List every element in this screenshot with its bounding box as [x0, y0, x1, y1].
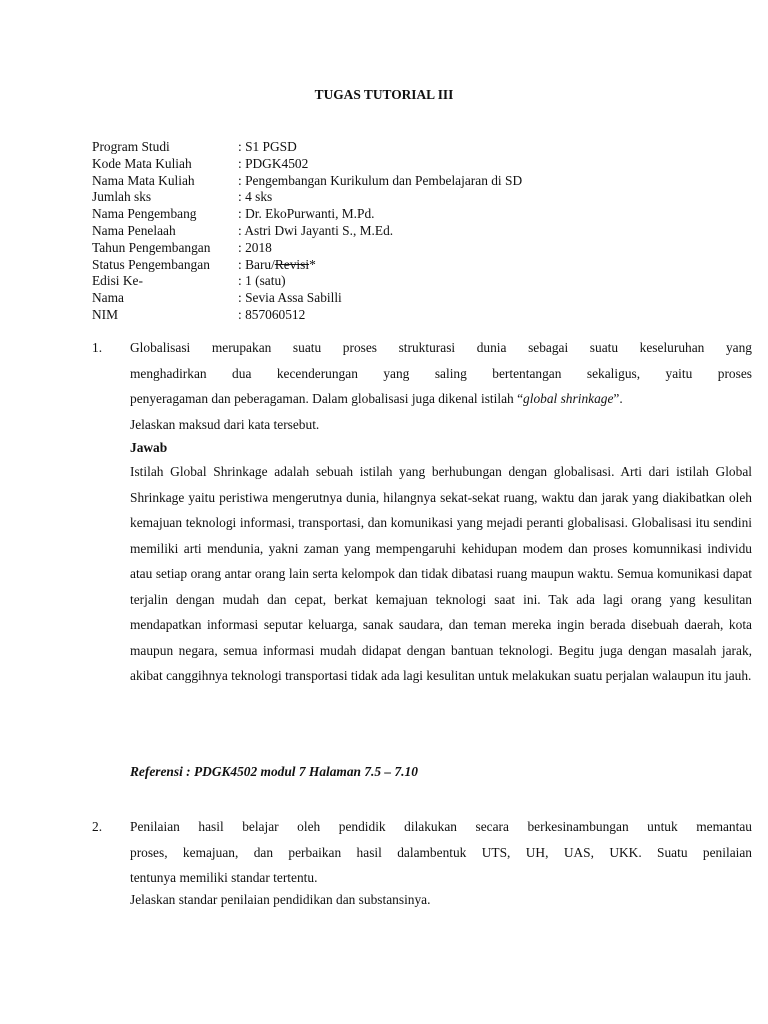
- page-title: TUGAS TUTORIAL III: [314, 87, 454, 102]
- info-row-nama: [92, 290, 522, 307]
- info-label: Jumlah sks: [92, 189, 152, 205]
- question-line: tentunya memiliki standar tertentu.: [130, 870, 318, 885]
- reference-note: Referensi : PDGK4502 modul 7 Halaman 7.5 – 7.10: [130, 764, 418, 779]
- info-value: : 4 sks: [238, 189, 273, 205]
- info-value: : 857060512: [238, 306, 306, 322]
- info-row-status-pengembangan: [92, 257, 522, 274]
- status-suffix: *: [309, 256, 316, 272]
- question-number: 2.: [92, 819, 103, 834]
- answer-paragraph: Istilah Global Shrinkage adalah sebuah istilah yang berhubungan dengan globalisasi. Arti dari istilah Global Shrinkage yaitu peristiwa mengerutnya dunia, hilangnya sekat-sekat ruang, waktu dan jarak yang diakibatkan oleh kemajuan teknologi informasi, transportasi, dan komunikasi yang mejadi peranti globalisasi. Globalisasi itu sendini memiliki arti mendunia, yakni zaman yang mempengaruhi kehidupan modem dan proses komunnikasi individu atau setiap orang antar orang lain serta kelompok dan tidak dibatasi ruang maupun waktu. Semua komunikasi dapat terjalin dengan mudah dan cepat, berkat kemajuan teknologi saat ini. Tak ada lagi orang yang kesulitan mendapatkan informasi seputar keluarga, sanak saudara, dan teman mereka ingin berada disebuah daerah, kota maupun negara, semua informasi mudah didapat dengan bantuan teknologi. Begitu juga dengan masalah jarak, akibat canggihnya teknologi transportasi tidak ada lagi kesulitan untuk melakukan suatu perjalan walaupun itu jauh.: [130, 464, 752, 683]
- info-label: Tahun Pengembangan: [92, 239, 211, 255]
- info-label: Nama Penelaah: [92, 222, 176, 238]
- info-row-nim: [92, 307, 522, 324]
- question-number: 1.: [92, 340, 103, 355]
- info-value: : 1 (satu): [238, 273, 286, 289]
- question-line: [130, 386, 752, 412]
- info-label: Status Pengembangan: [92, 256, 210, 272]
- status-struck: Revisi: [274, 256, 310, 272]
- info-row-nama-mata-kuliah: [92, 173, 522, 190]
- question-line: proses, kemajuan, dan perbaikan hasil dalambentuk UTS, UH, UAS, UKK. Suatu penilaian: [130, 844, 752, 860]
- info-value: : Dr. EkoPurwanti, M.Pd.: [238, 206, 375, 222]
- info-row-kode-mata-kuliah: [92, 156, 522, 173]
- question-line: Penilaian hasil belajar oleh pendidik dilakukan secara berkesinambungan untuk memantau: [130, 819, 752, 834]
- info-value: : S1 PGSD: [238, 139, 297, 154]
- question-2: [92, 814, 752, 909]
- info-value: : 2018: [238, 239, 272, 255]
- info-row-program-studi: [92, 139, 522, 156]
- info-row-edisi: [92, 273, 522, 290]
- info-label: Program Studi: [92, 139, 170, 154]
- question-body: [130, 335, 752, 689]
- info-value: : PDGK4502: [238, 155, 309, 171]
- info-value: : Astri Dwi Jayanti S., M.Ed.: [238, 222, 394, 238]
- info-table: [92, 139, 522, 324]
- question-line: Globalisasi merupakan suatu proses strukturasi dunia sebagai suatu keseluruhan yang: [130, 340, 752, 355]
- info-label: NIM: [92, 306, 119, 322]
- info-value: [238, 257, 316, 274]
- question-line: Jelaskan standar penilaian pendidikan dan substansinya.: [130, 891, 431, 907]
- answer-label: Jawab: [130, 440, 168, 455]
- info-label: Nama Pengembang: [92, 206, 197, 222]
- status-prefix: : Baru/: [238, 256, 275, 272]
- info-value: : Pengembangan Kurikulum dan Pembelajaran di SD: [238, 172, 523, 188]
- info-row-nama-penelaah: [92, 223, 522, 240]
- info-row-tahun-pengembangan: [92, 240, 522, 257]
- info-label: Kode Mata Kuliah: [92, 155, 192, 171]
- question-line: menghadirkan dua kecenderungan yang saling bertentangan sekaligus, yaitu proses: [130, 365, 752, 381]
- question-body: [130, 814, 752, 909]
- info-label: Edisi Ke-: [92, 273, 143, 289]
- question-italic-term: global shrinkage: [523, 391, 614, 406]
- info-label: Nama: [92, 290, 124, 306]
- info-row-jumlah-sks: [92, 189, 522, 206]
- info-row-nama-pengembang: [92, 206, 522, 223]
- info-label: Nama Mata Kuliah: [92, 172, 195, 188]
- question-text: penyeragaman dan peberagaman. Dalam globalisasi juga dikenal istilah “: [130, 391, 524, 406]
- info-value: : Sevia Assa Sabilli: [238, 290, 342, 306]
- question-line: Jelaskan maksud dari kata tersebut.: [130, 416, 320, 432]
- question-text: ”.: [613, 391, 623, 406]
- question-1: [92, 335, 752, 689]
